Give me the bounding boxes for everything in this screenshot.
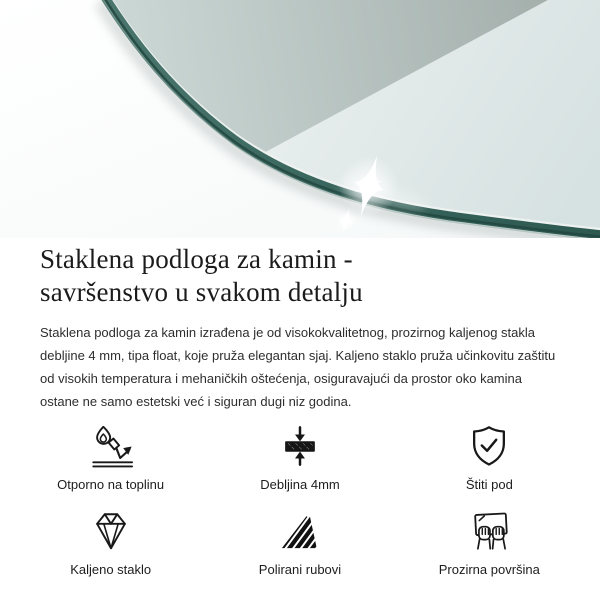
- feature-tempered-glass: [16, 508, 205, 577]
- thickness-4mm-icon: [277, 423, 323, 469]
- feature-transparent-surface: [395, 508, 584, 577]
- feature-label: Štiti pod: [465, 477, 513, 492]
- diamond-icon: [88, 508, 134, 554]
- page-title-line1: Staklena podloga za kamin -: [40, 244, 353, 274]
- feature-grid: [0, 423, 600, 577]
- heat-resistant-icon: [88, 423, 134, 469]
- feature-label: Prozirna površina: [438, 562, 540, 577]
- page-title: [40, 243, 560, 309]
- feature-heat-resistant: [16, 423, 205, 492]
- product-description-section: [0, 243, 600, 413]
- feature-label: Polirani rubovi: [258, 562, 342, 577]
- polished-edges-icon: [277, 508, 323, 554]
- feature-label: Debljina 4mm: [260, 477, 340, 492]
- feature-label: Otporno na toplinu: [57, 477, 165, 492]
- feature-thickness: [205, 423, 394, 492]
- feature-label: Kaljeno staklo: [70, 562, 152, 577]
- page-title-line2: savršenstvo u svakom detalju: [40, 277, 363, 307]
- product-description: Staklena podloga za kamin izrađena je od visokokvalitetnog, prozirnog kaljenog stakla debljine 4 mm, tipa float, koje pruža elegantan sjaj. Kaljeno staklo pruža učinkovitu zaštitu od visokih temperatura i mehaničkih oštećenja, osiguravajući da prostor oko kamina ostane ne samo estetski već i siguran dugi niz godina.: [40, 325, 556, 409]
- feature-protects-floor: [395, 423, 584, 492]
- feature-polished-edges: [205, 508, 394, 577]
- shield-check-icon: [466, 423, 512, 469]
- hero-image: [0, 0, 600, 238]
- hands-glass-icon: [466, 508, 512, 554]
- glass-plate-visual: [0, 0, 600, 238]
